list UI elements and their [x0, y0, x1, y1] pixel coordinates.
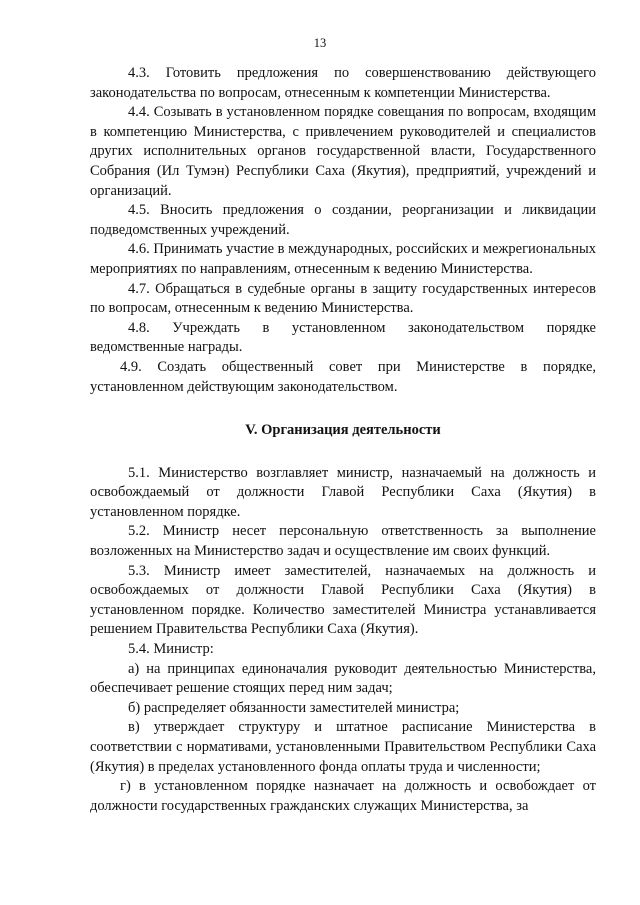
- page-number: 13: [313, 36, 327, 50]
- paragraph-5-4-a: а) на принципах единоначалия руководит деятельностью Министерства, обеспечивает решение стоящих перед ним задач;: [90, 660, 596, 697]
- paragraph-5-4-b: б) распределяет обязанности заместителей министра;: [128, 699, 460, 716]
- paragraph-4-8: 4.8. Учреждать в установленном законодательством порядке ведомственные награды.: [90, 319, 596, 356]
- paragraph-5-3: 5.3. Министр имеет заместителей, назначаемых на должность и освобождаемых от должности Главой Республики Саха (Якутия) в установленном порядке. Количество заместителей Министра устанавливается решением Правительства Республики Саха (Якутия).: [90, 562, 596, 638]
- paragraph-4-4: 4.4. Созывать в установленном порядке совещания по вопросам, входящим в компетенцию Министерства, с привлечением руководителей и специалистов других исполнительных органов государственной власти, Государственного Собрания (Ил Тумэн) Республики Саха (Якутия), предприятий, учреждений и организаций.: [90, 104, 596, 199]
- paragraph-4-9: 4.9. Создать общественный совет при Министерстве в порядке, установленном действующим законодательством.: [90, 358, 596, 395]
- paragraph-5-2: 5.2. Министр несет персональную ответственность за выполнение возложенных на Министерство задач и осуществление им своих функций.: [90, 523, 596, 560]
- paragraph-4-5: 4.5. Вносить предложения о создании, реорганизации и ликвидации подведомственных учреждений.: [90, 202, 596, 238]
- paragraph-4-7: 4.7. Обращаться в судебные органы в защиту государственных интересов по вопросам, отнесенным к ведению Министерства.: [90, 280, 596, 317]
- document-body: [90, 64, 596, 816]
- paragraph-5-4: 5.4. Министр:: [128, 641, 214, 658]
- paragraph-4-3: 4.3. Готовить предложения по совершенствованию действующего законодательства по вопросам, отнесенным к компетенции Министерства.: [90, 65, 596, 101]
- paragraph-5-4-v: в) утверждает структуру и штатное расписание Министерства в соответствии с нормативами, установленными Правительством Республики Саха (Якутия) в пределах установленного фонда оплаты труда и численности;: [90, 719, 596, 775]
- section-heading: V. Организация деятельности: [245, 422, 441, 439]
- paragraph-4-6: 4.6. Принимать участие в международных, российских и межрегиональных мероприятиях по направлениям, отнесенным к ведению Министерства.: [90, 241, 596, 277]
- paragraph-5-4-g: г) в установленном порядке назначает на должность и освобождает от должности государственных гражданских служащих Министерства, за: [90, 778, 596, 814]
- paragraph-5-1: 5.1. Министерство возглавляет министр, назначаемый на должность и освобождаемый от должности Главой Республики Саха (Якутия) в установленном порядке.: [90, 464, 596, 520]
